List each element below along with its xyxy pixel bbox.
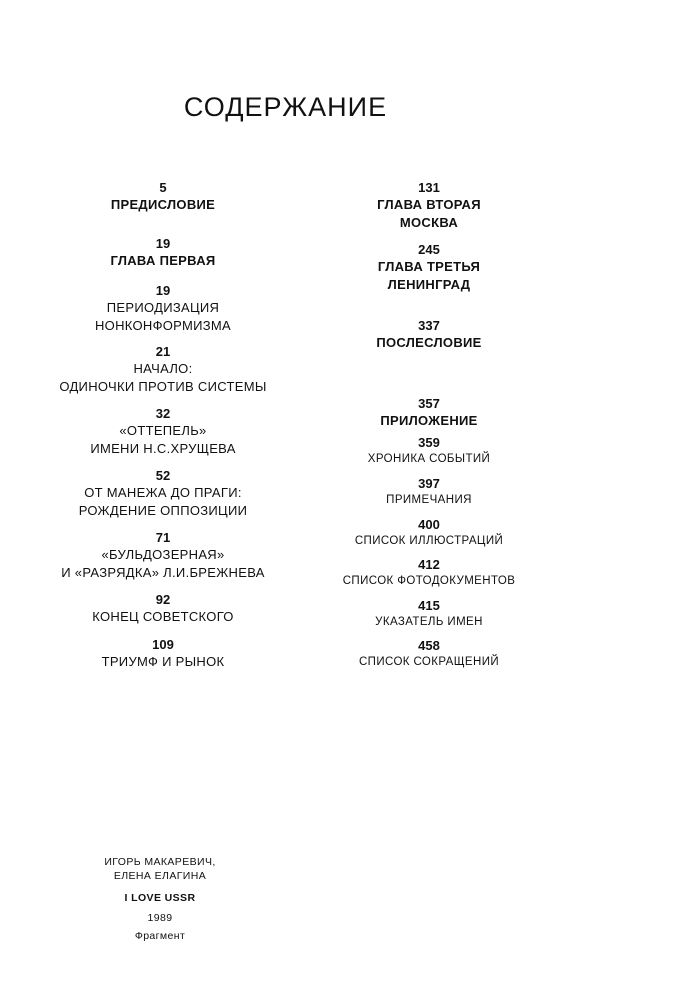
toc-page-number: 359 (418, 435, 440, 450)
author-line: ИГОРЬ МАКАРЕВИЧ, (104, 856, 216, 868)
toc-entry (302, 638, 556, 670)
colophon (80, 855, 240, 943)
toc-entry (40, 236, 286, 270)
toc-page-number: 357 (418, 396, 440, 411)
toc-page-number: 415 (418, 598, 440, 613)
toc-entry-title: ПРИЛОЖЕНИЕ (380, 413, 478, 428)
toc-page-number: 92 (155, 592, 171, 607)
toc-entry-title: «ОТТЕПЕЛЬ» (119, 423, 207, 438)
toc-entry (302, 476, 556, 508)
toc-entry-title: НАЧАЛО: (133, 361, 193, 376)
toc-entry (302, 318, 556, 352)
author-line: ЕЛЕНА ЕЛАГИНА (113, 870, 207, 882)
toc-entry-title: РОЖДЕНИЕ ОППОЗИЦИИ (78, 503, 248, 518)
toc-page-number: 52 (155, 468, 171, 483)
toc-entry-title: ПРЕДИСЛОВИЕ (110, 197, 216, 212)
toc-entry-title: ПРИМЕЧАНИЯ (386, 494, 472, 506)
toc-entry (40, 592, 286, 626)
toc-page-number: 245 (418, 242, 440, 257)
toc-page-number: 337 (418, 318, 440, 333)
toc-entry (302, 598, 556, 630)
toc-entry (40, 468, 286, 520)
toc-entry-title: ХРОНИКА СОБЫТИЙ (367, 453, 491, 465)
toc-page-number: 400 (418, 517, 440, 532)
toc-page-number: 5 (159, 180, 167, 195)
toc-entry-title: ТРИУМФ И РЫНОК (101, 654, 225, 669)
toc-entry (302, 396, 556, 430)
toc-page-number: 71 (155, 530, 171, 545)
toc-entry-title: ГЛАВА ПЕРВАЯ (110, 253, 216, 268)
toc-entry-title: СПИСОК СОКРАЩЕНИЙ (358, 656, 500, 668)
toc-entry-title: СПИСОК ИЛЛЮСТРАЦИЙ (354, 535, 504, 547)
toc-entry-title: ПЕРИОДИЗАЦИЯ (106, 300, 220, 315)
toc-entry (302, 180, 556, 232)
toc-entry (40, 406, 286, 458)
fragment-note: Фрагмент (134, 930, 186, 942)
toc-entry-title: ИМЕНИ Н.С.ХРУЩЕВА (90, 441, 236, 456)
toc-entry (302, 242, 556, 294)
toc-entry-title: ПОСЛЕСЛОВИЕ (376, 335, 482, 350)
toc-page-number: 109 (152, 637, 174, 652)
toc-page-number: 19 (155, 283, 171, 298)
toc-entry-title: И «РАЗРЯДКА» Л.И.БРЕЖНЕВА (61, 565, 265, 580)
toc-entry (40, 180, 286, 214)
toc-entry (302, 435, 556, 467)
toc-entry-title: УКАЗАТЕЛЬ ИМЕН (375, 616, 483, 628)
book-title: I LOVE USSR (124, 892, 196, 904)
toc-entry-title: КОНЕЦ СОВЕТСКОГО (92, 609, 234, 624)
toc-entry-title: ЛЕНИНГРАД (387, 277, 471, 292)
toc-entry-title: ОДИНОЧКИ ПРОТИВ СИСТЕМЫ (59, 379, 267, 394)
toc-entry (40, 344, 286, 396)
toc-entry-title: МОСКВА (399, 215, 459, 230)
toc-entry-title: ГЛАВА ТРЕТЬЯ (377, 259, 481, 274)
toc-page-number: 32 (155, 406, 171, 421)
toc-entry (40, 637, 286, 671)
toc-entry-title: ОТ МАНЕЖА ДО ПРАГИ: (84, 485, 242, 500)
toc-entry (302, 517, 556, 549)
toc-entry (302, 557, 556, 589)
page-title: СОДЕРЖАНИЕ (183, 92, 388, 122)
toc-entry-title: «БУЛЬДОЗЕРНАЯ» (101, 547, 225, 562)
toc-entry (40, 283, 286, 335)
toc-page-number: 21 (155, 344, 171, 359)
toc-entry-title: НОНКОНФОРМИЗМА (94, 318, 232, 333)
toc-entry (40, 530, 286, 582)
year: 1989 (147, 912, 173, 924)
toc-page-number: 131 (418, 180, 440, 195)
toc-page-number: 412 (418, 557, 440, 572)
toc-page-number: 458 (418, 638, 440, 653)
toc-page-number: 19 (155, 236, 171, 251)
toc-page-number: 397 (418, 476, 440, 491)
toc-entry-title: СПИСОК ФОТОДОКУМЕНТОВ (342, 575, 516, 587)
toc-entry-title: ГЛАВА ВТОРАЯ (377, 197, 481, 212)
